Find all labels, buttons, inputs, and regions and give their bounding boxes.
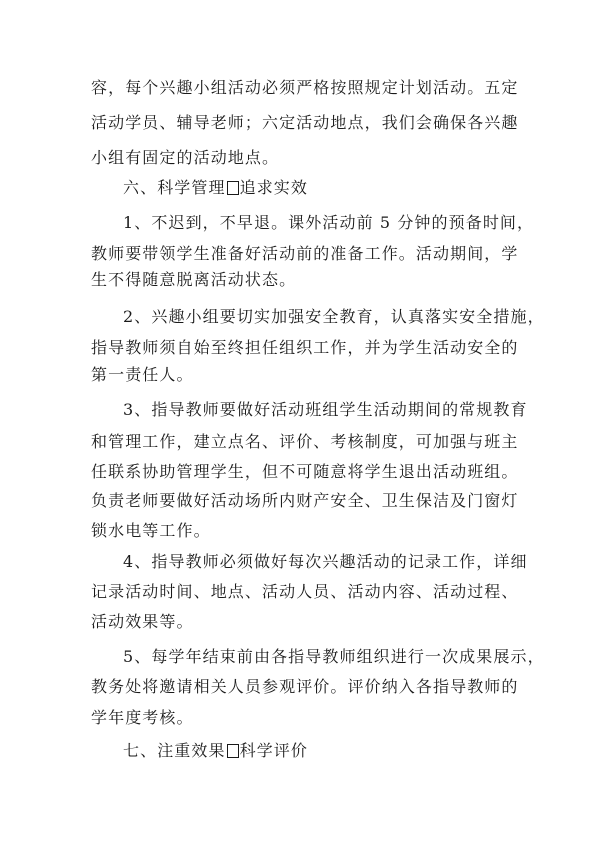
heading-part-1: 六、科学管理 <box>123 178 226 197</box>
heading-part-1: 七、注重效果 <box>123 741 226 760</box>
text-line: 学年度考核。 <box>91 708 194 727</box>
text-line: 任联系协助管理学生，但不可随意将学生退出活动班组。 <box>91 462 519 481</box>
text-line: 生不得随意脱离活动状态。 <box>91 270 297 289</box>
missing-glyph-box <box>227 744 239 758</box>
text-line: 第一责任人。 <box>91 365 194 384</box>
text-line: 记录活动时间、地点、活动人员、活动内容、活动过程、 <box>91 582 519 601</box>
text-line: 活动学员、辅导老师；六定活动地点，我们会确保各兴趣 <box>91 113 519 132</box>
text-line: 容，每个兴趣小组活动必须严格按照规定计划活动。五定 <box>91 78 519 97</box>
text-line: 教师要带领学生准备好活动前的准备工作。活动期间，学 <box>91 244 519 263</box>
text-line: 指导教师须自始至终担任组织工作，并为学生活动安全的 <box>91 338 519 357</box>
text-line: 小组有固定的活动地点。 <box>91 148 280 167</box>
text-line: 教务处将邀请相关人员参观评价。评价纳入各指导教师的 <box>91 677 519 696</box>
text-line: 5、每学年结束前由各指导教师组织进行一次成果展示， <box>123 647 545 666</box>
text-line: 锁水电等工作。 <box>91 521 211 540</box>
section-heading-six <box>123 178 308 198</box>
text-line: 2、兴趣小组要切实加强安全教育，认真落实安全措施， <box>123 307 545 326</box>
section-heading-seven <box>123 741 308 761</box>
text-line: 1、不迟到，不早退。课外活动前 5 分钟的预备时间， <box>123 213 535 232</box>
missing-glyph-box <box>227 181 239 195</box>
text-line: 3、指导教师要做好活动班组学生活动期间的常规教育 <box>123 400 528 419</box>
text-line: 4、指导教师必须做好每次兴趣活动的记录工作，详细 <box>123 552 528 571</box>
text-line: 活动效果等。 <box>91 612 194 631</box>
text-line: 和管理工作，建立点名、评价、考核制度，可加强与班主 <box>91 432 519 451</box>
text-line: 负责老师要做好活动场所内财产安全、卫生保洁及门窗灯 <box>91 491 519 510</box>
heading-part-2: 科学评价 <box>239 741 309 760</box>
heading-part-2: 追求实效 <box>239 178 309 197</box>
